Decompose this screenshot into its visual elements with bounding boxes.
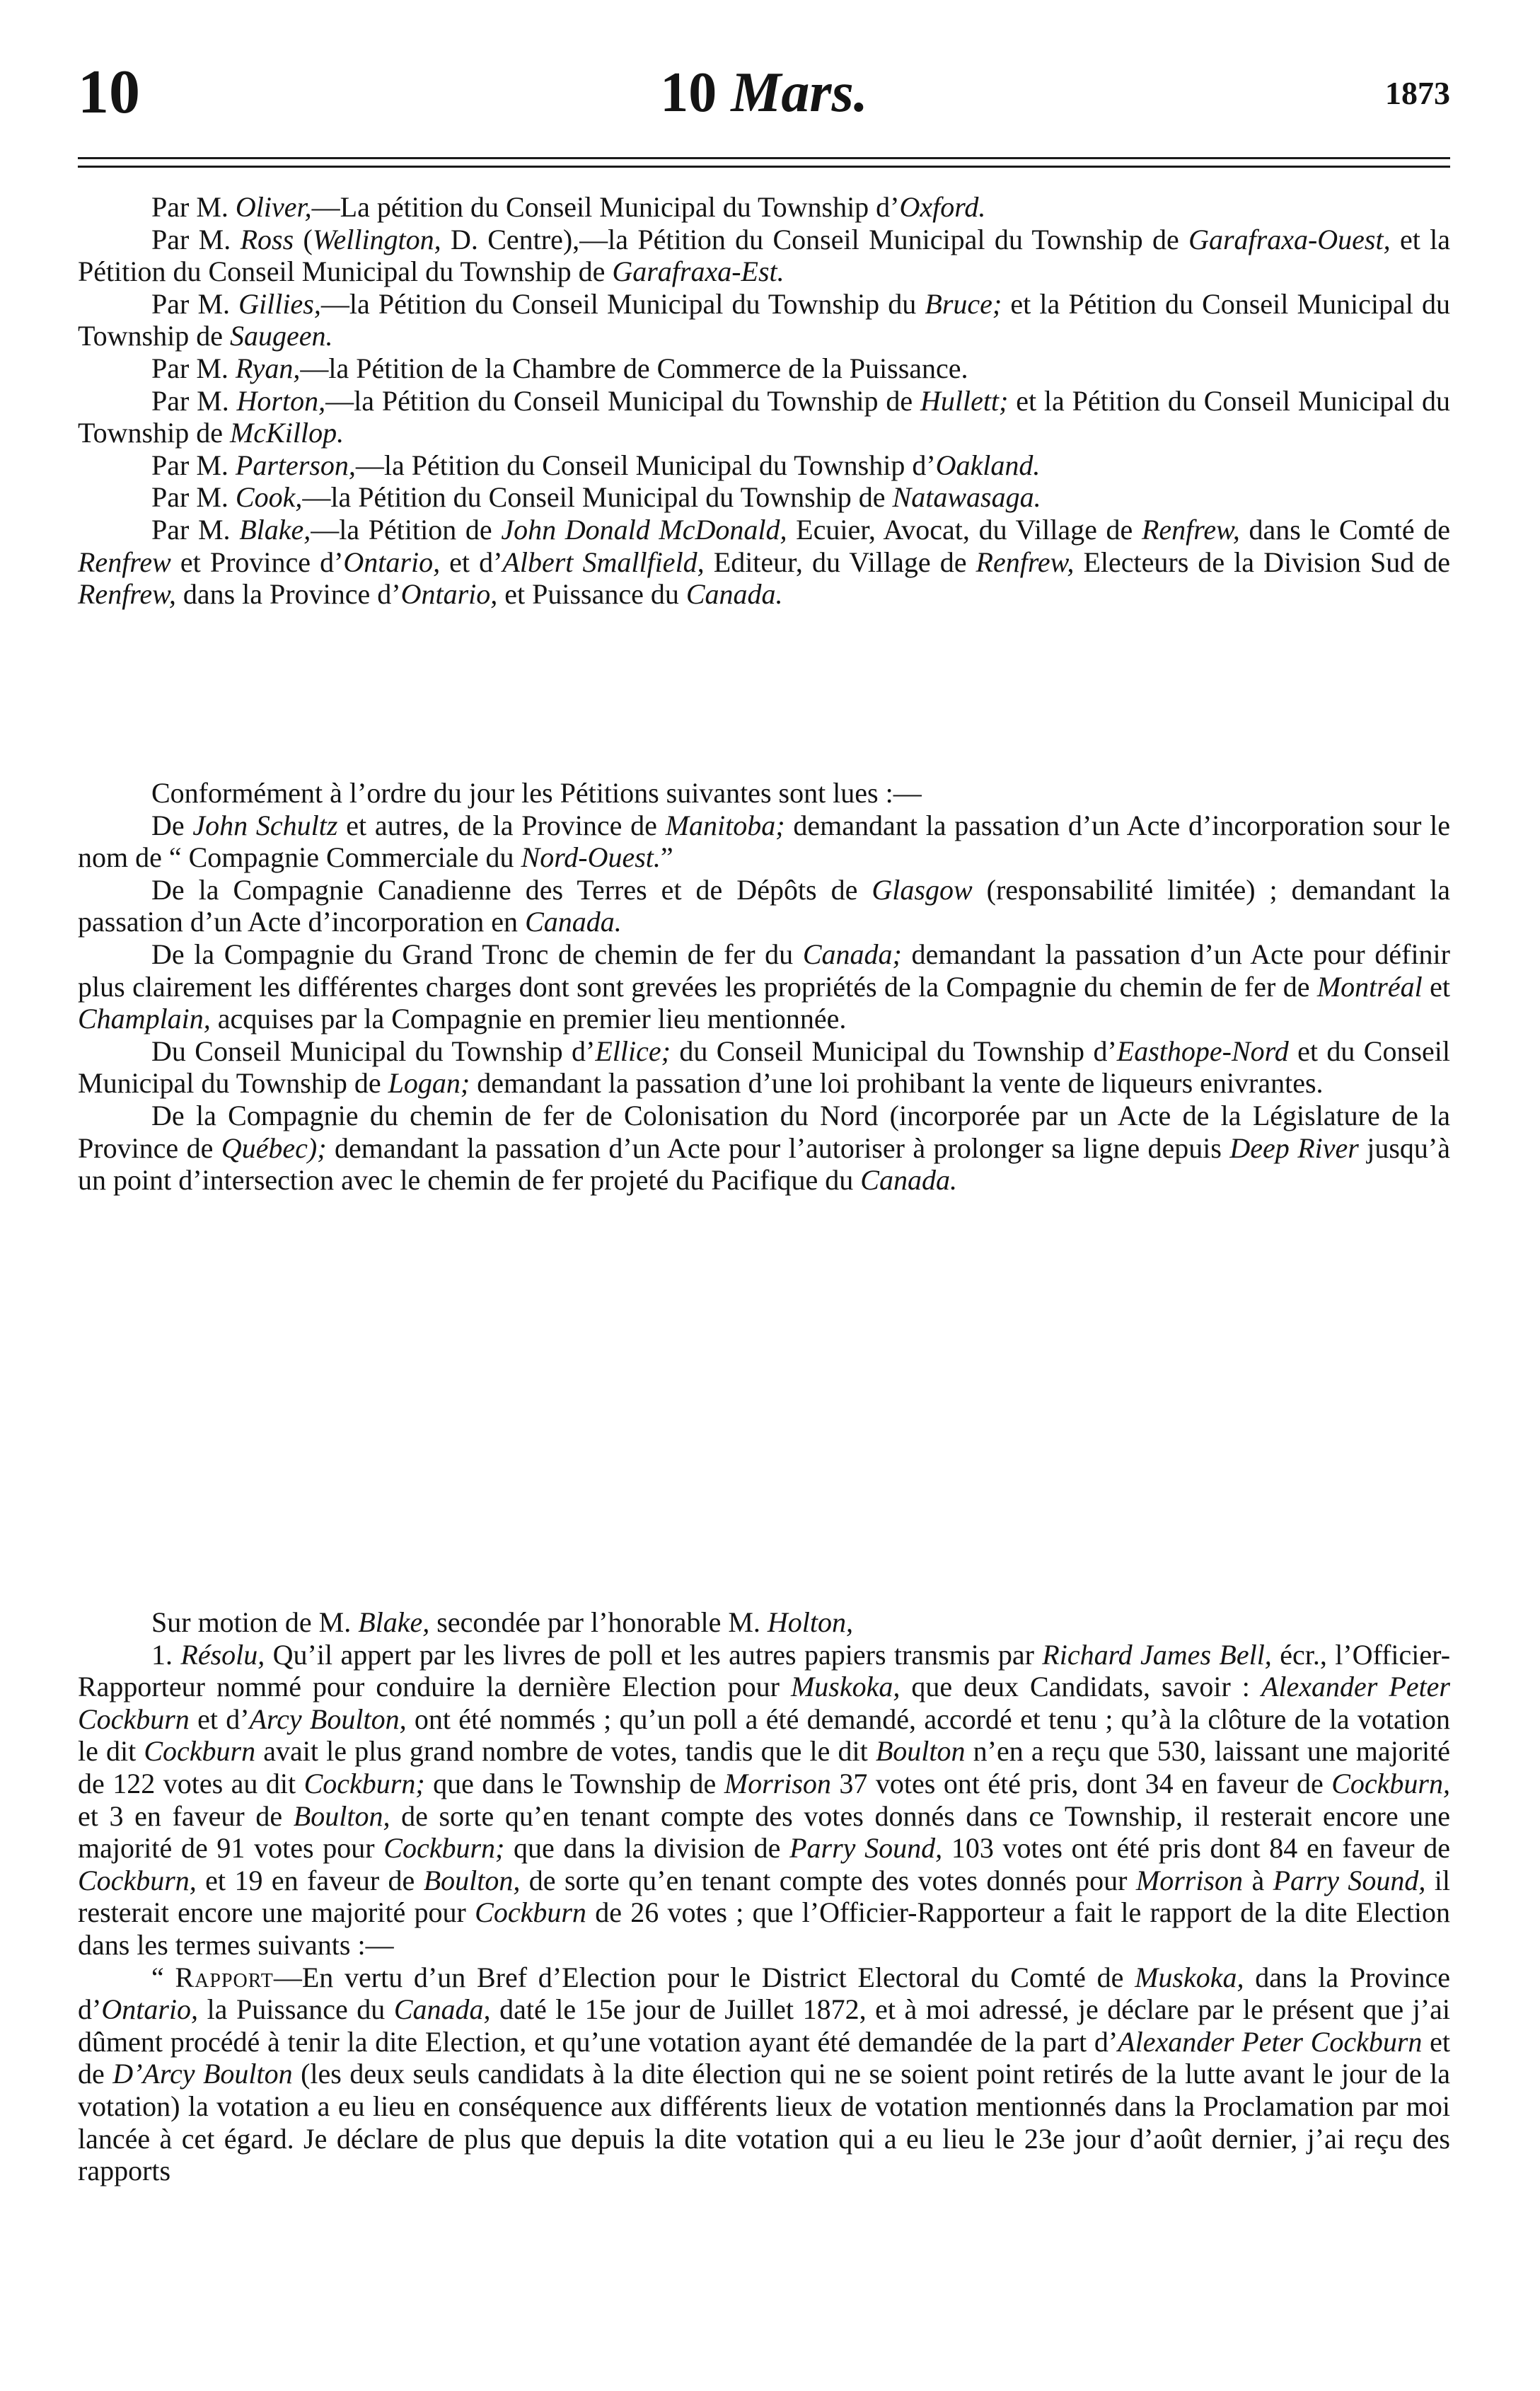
petition-read-grand-tronc: De la Compagnie du Grand Tronc de chemin de fer du Canada; demandant la passation d’un Acte pour définir plus clairement les différentes charges dont sont grevées les propriétés de la Compagnie du chemin de fer de Montréal et Champlain, acquises par la Compagnie en premier lieu mentionnée. <box>78 938 1451 1035</box>
petition-read-glasgow: De la Compagnie Canadienne des Terres et de Dépôts de Glasgow (responsabilité limitée) ; demandant la passation d’un Acte d’incorporation en Canada. <box>78 873 1450 938</box>
petition-blake: Par M. Blake,—la Pétition de John Donald McDonald, Ecuier, Avocat, du Village de Renfrew, dans le Comté de Renfrew et Province d’Ontario, et d’Albert Smallfield, Editeur, du Village de Renfrew, Electeurs de la Division Sud de Renfrew, dans la Province d’Ontario, et Puissance du Canada. <box>78 513 1451 611</box>
petition-cook: Par M. Cook,—la Pétition du Conseil Municipal du Township de Natawasaga. <box>151 481 1041 514</box>
petitions-read-intro: Conformément à l’ordre du jour les Pétitions suivantes sont lues :— <box>151 777 922 809</box>
resolution-1: 1. Résolu, Qu’il appert par les livres de poll et les autres papiers transmis par Richard James Bell, écr., l’Officier-Rapporteur nommé pour conduire la dernière Election pour Muskoka, que deux Candidats, savoir : Alexander Peter Cockburn et d’Arcy Boulton, ont été nommés ; qu’un poll a été demandé, accordé et tenu ; qu’à la clôture de la votation le dit Cockburn avait le plus grand nombre de votes, tandis que le dit Boulton n’en a reçu que 530, laissant une majorité de 122 votes au dit Cockburn; que dans le Township de Morrison 37 votes ont été pris, dont 34 en faveur de Cockburn, et 3 en faveur de Boulton, de sorte qu’en tenant compte des votes donnés dans ce Township, il resterait encore une majorité de 91 votes pour Cockburn; que dans la division de Parry Sound, 103 votes ont été pris dont 84 en faveur de Cockburn, et 19 en faveur de Boulton, de sorte qu’en tenant compte des votes donnés pour Morrison à Parry Sound, il resterait encore une majorité pour Cockburn de 26 votes ; que l’Officier-Rapporteur a fait le rapport de la dite Election dans les termes suivants :— <box>78 1638 1451 1961</box>
date-day: 10 <box>660 62 717 124</box>
running-date <box>78 58 1450 127</box>
date-month: Mars. <box>731 62 868 124</box>
page-year: 1873 <box>1385 75 1450 111</box>
petition-ryan: Par M. Ryan,—la Pétition de la Chambre de Commerce de la Puissance. <box>151 352 968 384</box>
header-rule-bottom <box>78 166 1450 168</box>
petition-read-schultz: De John Schultz et autres, de la Province de Manitoba; demandant la passation d’un Acte d’incorporation sour le nom de “ Compagnie Commerciale du Nord-Ouest.” <box>78 809 1451 874</box>
rapport-quote: “ Rapport—En vertu d’un Bref d’Election pour le District Electoral du Comté de Muskoka, dans la Province d’Ontario, la Puissance du Canada, daté le 15e jour de Juillet 1872, et à moi adressé, je déclare par le présent que j’ai dûment procédé à tenir la dite Election, et qu’une votation ayant été demandée de la part d’Alexander Peter Cockburn et de D’Arcy Boulton (les deux seuls candidats à la dite élection qui ne se soient point retirés de la lutte avant le jour de la votation) la votation a eu lieu en conséquence aux différents lieux de votation mentionnés dans la Proclamation par moi lancée à cet égard. Je déclare de plus que depuis la dite votation qui a eu lieu le 23e jour d’août dernier, j’ai reçu des rapports <box>78 1961 1451 2187</box>
petition-ross: Par M. Ross (Wellington, D. Centre),—la Pétition du Conseil Municipal du Township de Garafraxa-Ouest, et la Pétition du Conseil Municipal du Township de Garafraxa-Est. <box>78 223 1451 288</box>
petitions-read <box>78 777 1450 1197</box>
petitions-presented <box>78 191 1450 611</box>
petition-parterson: Par M. Parterson,—la Pétition du Conseil Municipal du Township d’Oakland. <box>151 449 1041 481</box>
motion-section <box>78 1606 1450 2187</box>
petition-read-colonisation-nord: De la Compagnie du chemin de fer de Colonisation du Nord (incorporée par un Acte de la Législature de la Province de Québec); demandant la passation d’un Acte pour l’autoriser à prolonger sa ligne depuis Deep River jusqu’à un point d’intersection avec le chemin de fer projeté du Pacifique du Canada. <box>78 1099 1451 1197</box>
petition-horton: Par M. Horton,—la Pétition du Conseil Municipal du Township de Hullett; et la Pétition du Conseil Municipal du Township de McKillop. <box>78 384 1450 449</box>
motion-intro: Sur motion de M. Blake, secondée par l’honorable M. Holton, <box>151 1606 854 1638</box>
petition-gillies: Par M. Gillies,—la Pétition du Conseil Municipal du Township du Bruce; et la Pétition du Conseil Municipal du Township de Saugeen. <box>78 287 1451 352</box>
page-header <box>78 58 1450 127</box>
petition-oliver: Par M. Oliver,—La pétition du Conseil Municipal du Township d’Oxford. <box>151 191 986 223</box>
page-number: 10 <box>78 58 140 127</box>
header-rule-top <box>78 157 1450 159</box>
petition-read-ellice: Du Conseil Municipal du Township d’Ellice; du Conseil Municipal du Township d’Easthope-Nord et du Conseil Municipal du Township de Logan; demandant la passation d’une loi prohibant la vente de liqueurs enivrantes. <box>78 1035 1451 1100</box>
